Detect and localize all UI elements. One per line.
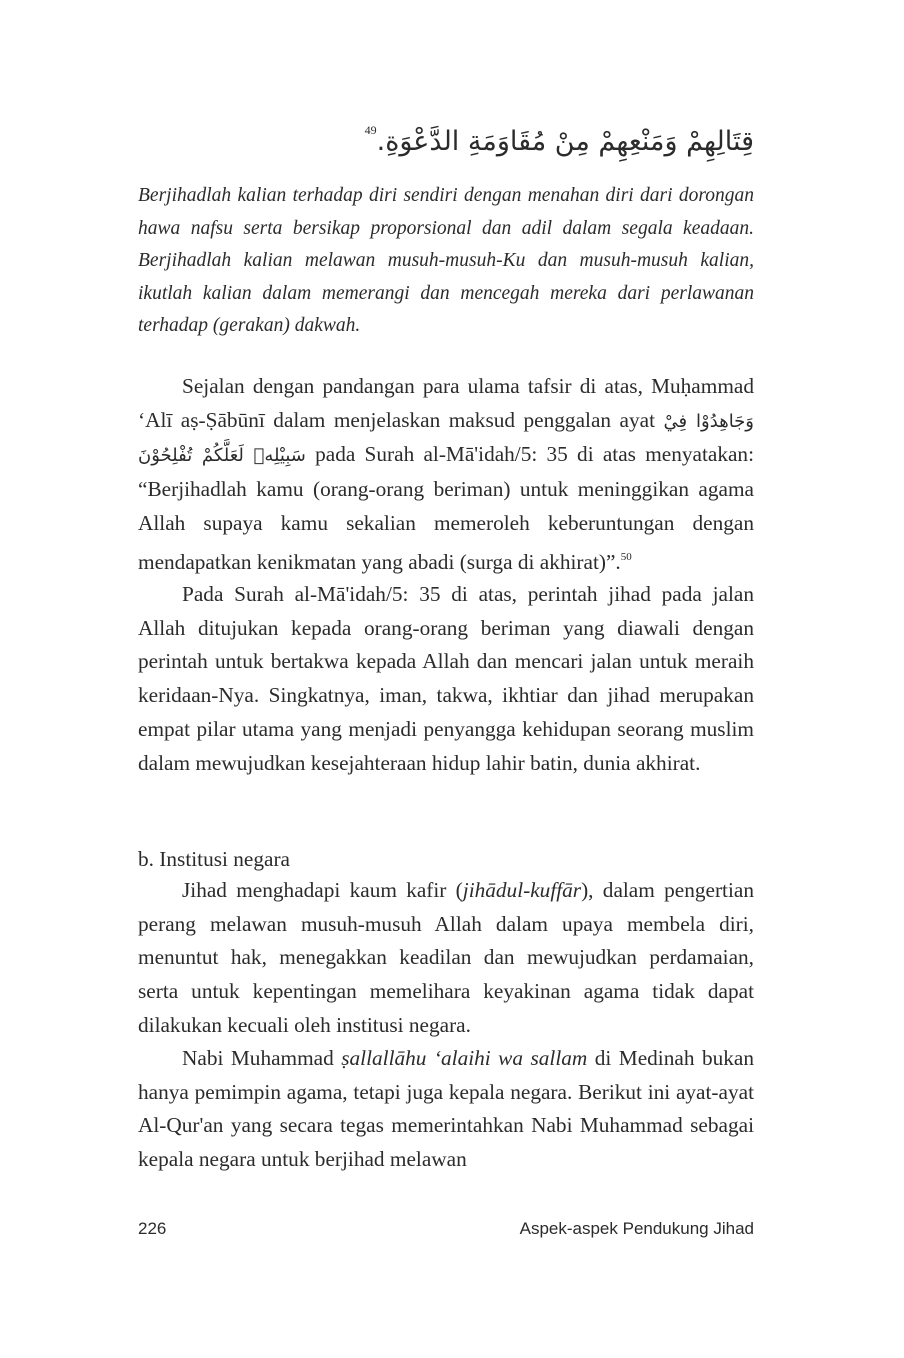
inline-arabic-verse: وَجَاهِدُوْا فِيْ سَبِيْلِهٖ لَعَلَّكُمْ تُفْلِحُوْنَ bbox=[138, 410, 754, 467]
paragraph-3-text-b: ), dalam pengertian perang melawan musuh-musuh Allah dalam upaya membela diri, menuntut hak, menegakkan keadilan dan mewujudkan perdamaian, serta untuk kepentingan memelihara keyakinan agama tidak dapat dilakukan kecuali oleh institusi negara. bbox=[138, 878, 754, 1037]
paragraph-3-text-a: Jihad menghadapi kaum kafir ( bbox=[182, 878, 463, 902]
paragraph-1-text-a: Sejalan dengan pandangan para ulama tafsir di atas, Muḥammad ‘Alī aṣ-Ṣābūnī dalam menjelaskan maksud penggalan ayat bbox=[138, 374, 754, 432]
paragraph-3 bbox=[138, 874, 754, 1043]
paragraph-1 bbox=[138, 370, 754, 579]
paragraph-4-text-b: di Medinah bukan hanya pemimpin agama, tetapi juga kepala negara. Berikut ini ayat-ayat Al-Qur'an yang secara tegas memerintahkan Nabi Muhammad sebagai kepala negara untuk berjihad melawan bbox=[138, 1046, 754, 1172]
section-heading: b. Institusi negara bbox=[138, 847, 291, 871]
footnote-ref-49: 49 bbox=[364, 123, 377, 137]
paragraph-2 bbox=[138, 578, 754, 780]
paragraph-4-text-a: Nabi Muhammad bbox=[182, 1046, 342, 1070]
paragraph-4-italic-term: ṣallallāhu ‘alaihi wa sallam bbox=[341, 1046, 588, 1070]
paragraph-2-text: Pada Surah al-Mā'idah/5: 35 di atas, perintah jihad pada jalan Allah ditujukan kepada orang-orang beriman yang diawali dengan perintah untuk bertakwa kepada Allah dan mencari jalan untuk meraih keridaan-Nya. Singkatnya, iman, takwa, ikhtiar dan jihad merupakan empat pilar utama yang menjadi penyangga kehidupan seorang muslim dalam mewujudkan kesejahteraan hidup lahir batin, dunia akhirat. bbox=[138, 582, 754, 775]
arabic-verse bbox=[138, 110, 754, 162]
footnote-ref-50: 50 bbox=[620, 550, 632, 563]
arabic-verse-text: قِتَالِهِمْ وَمَنْعِهِمْ مِنْ مُقَاوَمَةِ الدَّعْوَةِ. bbox=[376, 126, 754, 157]
paragraph-4 bbox=[138, 1042, 754, 1177]
paragraph-3-italic-term: jihādul-kuffār bbox=[462, 878, 582, 902]
paragraph-1-text-b: pada Surah al-Mā'idah/5: 35 di atas menyatakan: “Berjihadlah kamu (orang-orang beriman) untuk meninggikan agama Allah supaya kamu sekalian memeroleh keberuntungan dengan mendapatkan kenikmatan yang abadi (surga di akhirat)”. bbox=[138, 442, 754, 574]
running-title: Aspek-aspek Pendukung Jihad bbox=[519, 1219, 754, 1238]
page-number: 226 bbox=[138, 1219, 167, 1238]
italic-translation: Berjihadlah kalian terhadap diri sendiri dengan menahan diri dari dorongan hawa nafsu serta bersikap proporsional dan adil dalam segala keadaan. Berjihadlah kalian melawan musuh-musuh-Ku dan musuh-musuh kalian, ikutlah kalian dalam memerangi dan mencegah mereka dari perlawanan terhadap (gerakan) dakwah. bbox=[138, 185, 754, 337]
